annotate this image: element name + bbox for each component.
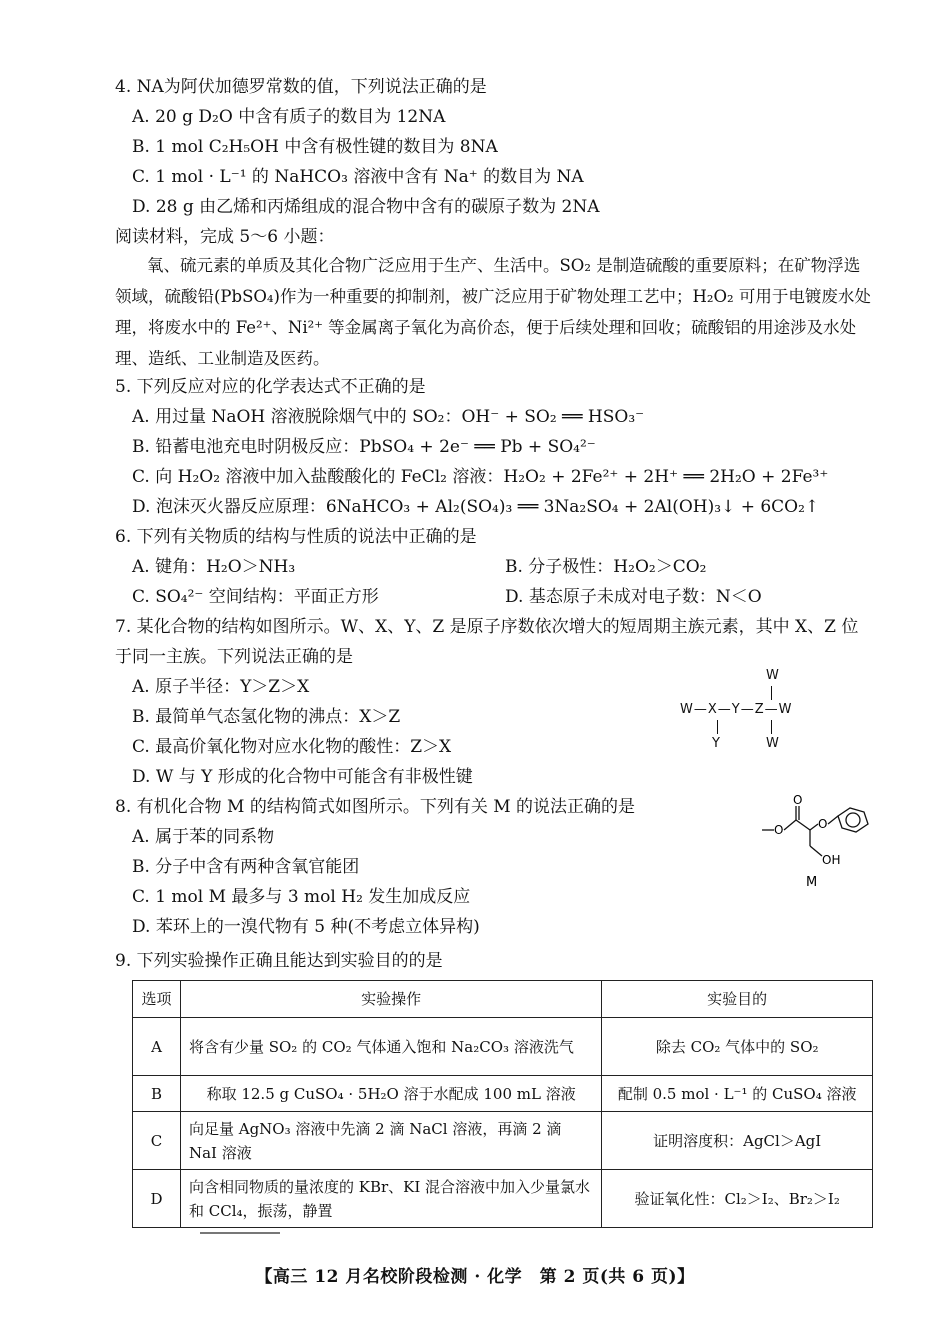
q8-bond-ca-o [810,824,818,830]
q5-option-d: D. 泡沫灭火器反应原理：6NaHCO₃ + Al₂(SO₄)₃ ══ 3Na₂SO₄ + 2Al(OH)₃↓ + 6CO₂↑ [132,497,820,517]
q5-stem: 5. 下列反应对应的化学表达式不正确的是 [115,377,426,397]
q7-struct-top-w: W [766,668,779,683]
table-row [133,1018,873,1076]
q7-bond-vertical-x [717,720,718,734]
q8-bond-o-ph [828,816,838,824]
table-row [133,1112,873,1170]
table-cell-operation: 将含有少量 SO₂ 的 CO₂ 气体通入饱和 Na₂CO₃ 溶液洗气 [180,1018,601,1076]
q8-option-b: B. 分子中含有两种含氧官能团 [132,857,360,877]
table-cell-option: D [133,1170,181,1228]
q8-option-a: A. 属于苯的同系物 [132,827,275,847]
q6-stem: 6. 下列有关物质的结构与性质的说法中正确的是 [115,527,477,547]
table-cell-goal: 证明溶度积：AgCl＞AgI [602,1112,873,1170]
table-header-row [133,981,873,1018]
q4-option-b: B. 1 mol C₂H₅OH 中含有极性键的数目为 8NA [132,137,498,157]
table-header-goal: 实验目的 [602,981,873,1018]
table-cell-goal: 除去 CO₂ 气体中的 SO₂ [602,1018,873,1076]
decorative-underline [200,1232,280,1234]
q8-benzene-aromatic-circle [846,813,860,827]
q7-stem-line2: 于同一主族。下列说法正确的是 [115,647,353,667]
q8-label-o-ester: O [774,823,784,837]
q5-option-a: A. 用过量 NaOH 溶液脱除烟气中的 SO₂：OH⁻ + SO₂ ══ HSO₃⁻ [132,407,645,427]
q8-stem: 8. 有机化合物 M 的结构简式如图所示。下列有关 M 的说法正确的是 [115,797,636,817]
q6-option-b: B. 分子极性：H₂O₂＞CO₂ [505,557,707,577]
q7-struct-bottom-w: W [766,736,779,751]
reading-intro: 阅读材料，完成 5～6 小题： [115,227,335,247]
q8-bond-c-ca [796,820,810,830]
q4-option-c: C. 1 mol · L⁻¹ 的 NaHCO₃ 溶液中含有 Na⁺ 的数目为 NA [132,167,584,187]
page-footer: 【高三 12 月名校阶段检测 · 化学 第 2 页(共 6 页)】 [255,1267,695,1287]
table-row [133,1076,873,1112]
table-row [133,1170,873,1228]
q8-label-oh: OH [822,853,841,867]
q8-bond-ch2-oh [810,846,822,856]
table-header-option: 选项 [133,981,181,1018]
q5-option-b: B. 铅蓄电池充电时阴极反应：PbSO₄ + 2e⁻ ══ Pb + SO₄²⁻ [132,437,596,457]
q7-struct-bottom-y: Y [712,736,720,751]
table-cell-operation: 向含相同物质的量浓度的 KBr、KI 混合溶液中加入少量氯水和 CCl₄，振荡，静置 [180,1170,601,1228]
q6-option-d: D. 基态原子未成对电子数：N＜O [505,587,762,607]
table-cell-goal: 验证氧化性：Cl₂＞I₂、Br₂＞I₂ [602,1170,873,1228]
q7-bond-vertical-z [771,720,772,734]
q6-option-a: A. 键角：H₂O＞NH₃ [132,557,296,577]
table-header-operation: 实验操作 [180,981,601,1018]
q5-option-c: C. 向 H₂O₂ 溶液中加入盐酸酸化的 FeCl₂ 溶液：H₂O₂ + 2Fe²⁺ + 2H⁺ ══ 2H₂O + 2Fe³⁺ [132,467,829,487]
table-cell-option: B [133,1076,181,1112]
q8-option-d: D. 苯环上的一溴代物有 5 种(不考虑立体异构) [132,917,480,937]
q4-option-a: A. 20 g D₂O 中含有质子的数目为 12NA [132,107,446,127]
q8-benzene-ring [838,808,868,832]
q7-option-a: A. 原子半径：Y＞Z＞X [132,677,310,697]
q8-molecule-diagram [752,790,892,890]
q8-label-m: M [806,875,818,890]
table-cell-goal: 配制 0.5 mol · L⁻¹ 的 CuSO₄ 溶液 [602,1076,873,1112]
q9-stem: 9. 下列实验操作正确且能达到实验目的的是 [115,951,443,971]
q8-label-o-ether: O [818,817,828,831]
q4-stem: 4. NA为阿伏加德罗常数的值，下列说法正确的是 [115,77,487,97]
q7-option-c: C. 最高价氧化物对应水化物的酸性：Z＞X [132,737,452,757]
reading-paragraph: 氧、硫元素的单质及其化合物广泛应用于生产、生活中。SO₂ 是制造硫酸的重要原料；在矿物浮选领域，硫酸铅(PbSO₄)作为一种重要的抑制剂，被广泛应用于矿物处理工艺中；H₂O₂ 可用于电镀废水处理，将废水中的 Fe²⁺、Ni²⁺ 等金属离子氧化为高价态，便于后续处理和回收；硫酸铝的用途涉及水处理、造纸、工业制造及医药。 [115,256,871,368]
q7-bond-vertical-top [771,686,772,700]
table-cell-operation: 称取 12.5 g CuSO₄ · 5H₂O 溶于水配成 100 mL 溶液 [180,1076,601,1112]
q9-experiment-table [132,980,873,1228]
q8-label-o-carbonyl: O [793,793,803,807]
q7-option-b: B. 最简单气态氢化物的沸点：X＞Z [132,707,401,727]
q8-option-c: C. 1 mol M 最多与 3 mol H₂ 发生加成反应 [132,887,471,907]
table-cell-option: C [133,1112,181,1170]
table-cell-operation: 向足量 AgNO₃ 溶液中先滴 2 滴 NaCl 溶液，再滴 2 滴 NaI 溶液 [180,1112,601,1170]
q7-option-d: D. W 与 Y 形成的化合物中可能含有非极性键 [132,767,473,787]
q7-struct-row: W—X—Y—Z—W [680,702,793,717]
q8-bond-o-c [784,820,796,830]
q7-stem-line1: 7. 某化合物的结构如图所示。W、X、Y、Z 是原子序数依次增大的短周期主族元素，其中 X、Z 位 [115,617,859,637]
table-cell-option: A [133,1018,181,1076]
q4-option-d: D. 28 g 由乙烯和丙烯组成的混合物中含有的碳原子数为 2NA [132,197,600,217]
q6-option-c: C. SO₄²⁻ 空间结构：平面正方形 [132,587,379,607]
